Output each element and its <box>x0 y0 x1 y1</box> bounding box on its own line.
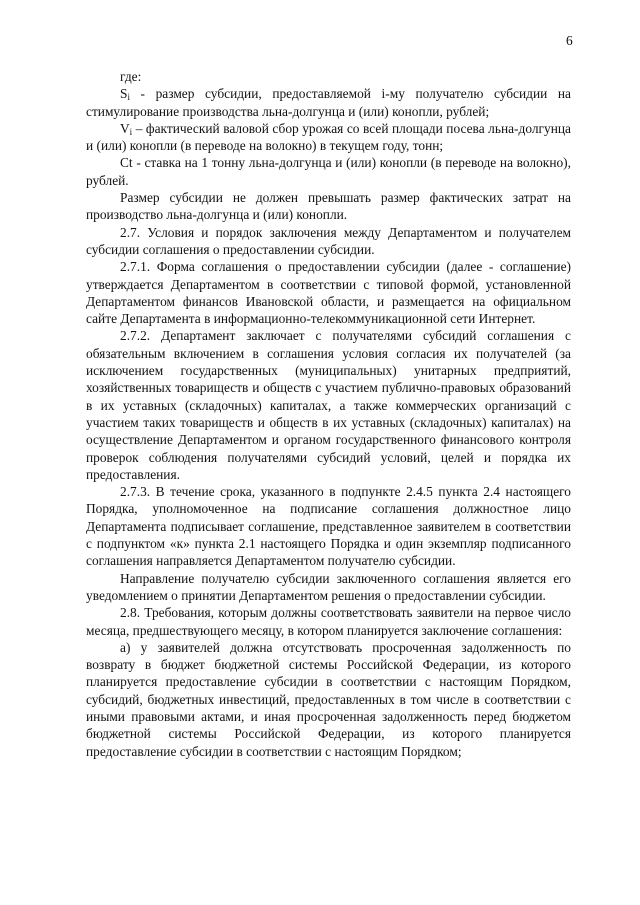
paragraph-def-vi: $V_i$ – фактический валовой сбор урожая со всей площади посева льна-долгунца и (или) конопли (в переводе на волокно) в текущем году, тонн; <box>86 120 571 154</box>
formula-symbol: V <box>120 120 130 136</box>
paragraph-2-8: 2.8. Требования, которым должны соответствовать заявители на первое число месяца, предшествующего месяцу, в котором планируется заключение соглашения: <box>86 605 571 638</box>
paragraph-def-si: $S_i$ - размер субсидии, предоставляемой i-му получателю субсидии на стимулирование производства льна-долгунца и (или) конопли, рублей; <box>86 86 571 119</box>
paragraph-2-7-2: 2.7.2. Департамент заключает с получателями субсидий соглашения с обязательным включением в соглашения условия согласия их получателей (за исключением государственных (муниципальных) унитарных предприятий, хозяйственных товариществ и обществ с участием публично-правовых образований в их уставных (складочных) капиталах, а также коммерческих организаций с участием таких товариществ и обществ в их уставных (складочных) капиталах) на осуществление Департаментом и органом государственного финансового контроля проверок соблюдения получателями субсидий условий, целей и порядка их предоставления. <box>86 328 571 482</box>
formula-subscript: i <box>129 126 133 137</box>
document-body <box>86 68 571 760</box>
paragraph-2-7-1: 2.7.1. Форма соглашения о предоставлении субсидии (далее - соглашение) утверждается Департаментом в соответствии с типовой формой, установленной Департаментом финансов Ивановской области, и размещается на официальном сайте Департамента в информационно-телекоммуникационной сети Интернет. <box>86 259 571 327</box>
formula-symbol: S <box>120 86 128 102</box>
paragraph-def-ct: Ct - ставка на 1 тонну льна-долгунца и (или) конопли (в переводе на волокно), рублей. <box>86 155 571 188</box>
paragraph-2-7-3: 2.7.3. В течение срока, указанного в подпункте 2.4.5 пункта 2.4 настоящего Порядка, уполномоченное на подписание соглашения должностное лицо Департамента подписывает соглашение, представленное заявителем в соответствии с подпунктом «к» пункта 2.1 настоящего Порядка и один экземпляр подписанного соглашения направляется Департаментом получателю субсидии. <box>86 484 571 569</box>
page-number: 6 <box>566 33 573 48</box>
formula-symbol: Ct <box>120 155 133 171</box>
formula-subscript: i <box>127 92 130 103</box>
paragraph-notification: Направление получателю субсидии заключенного соглашения является его уведомлением о принятии Департаментом решения о предоставлении субсидии. <box>86 570 571 603</box>
paragraph-where: где: <box>120 69 142 84</box>
paragraph-2-7: 2.7. Условия и порядок заключения между Департаментом и получателем субсидии соглашения о предоставлении субсидии. <box>86 224 571 257</box>
paragraph-2-8-a: а) у заявителей должна отсутствовать просроченная задолженность по возврату в бюджет бюджетной системы Российской Федерации, из которого планируется предоставление субсидии в соответствии с настоящим Порядком, субсидий, бюджетных инвестиций, предоставленных в том числе в соответствии с иными правовыми актами, и иная просроченная задолженность перед бюджетом бюджетной системы Российской Федерации, из которого планируется предоставление субсидии в соответствии с настоящим Порядком; <box>86 639 571 759</box>
paragraph-subsidy-limit: Размер субсидии не должен превышать размер фактических затрат на производство льна-долгунца и (или) конопли. <box>86 190 571 223</box>
